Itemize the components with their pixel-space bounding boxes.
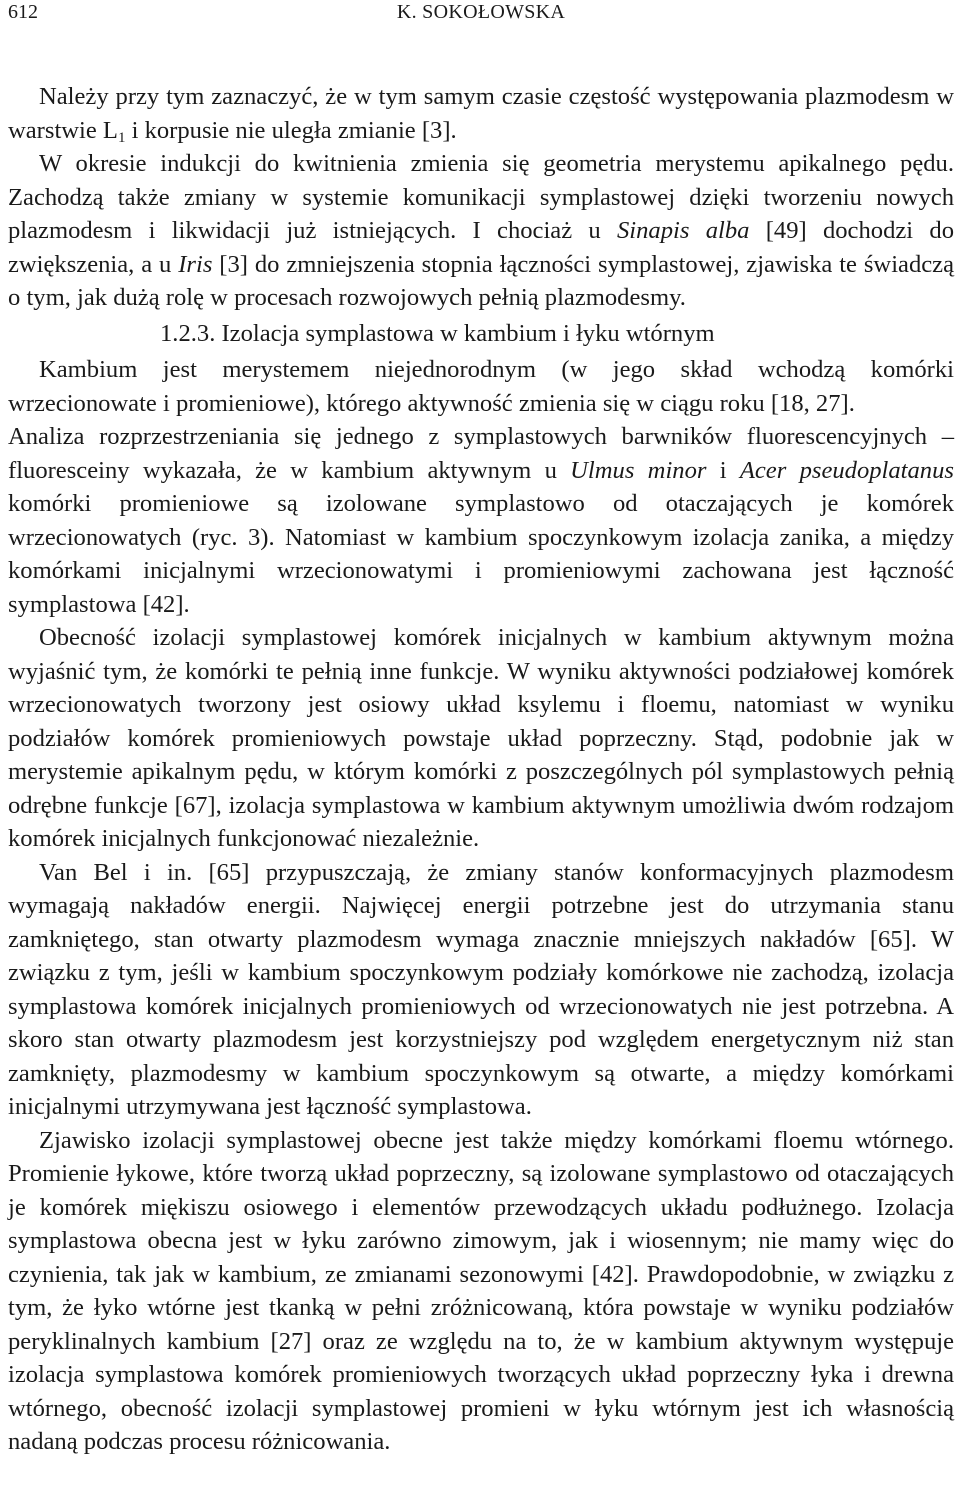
text-span: i korpusie nie uległa zmianie [3]. [125,116,457,144]
paragraph [8,147,954,315]
text-span: Analiza rozprzestrzeniania się jednego z symplastowych barwników fluorescencyjnych – fluoresceiny wykazała, że w kambium aktywnym u [8,423,954,484]
body-text [8,80,954,1459]
paragraph [8,80,954,147]
paragraph [8,420,954,621]
subscript: 1 [117,129,126,146]
text-span: i [706,456,740,484]
paragraph: Van Bel i in. [65] przypuszczają, że zmiany stanów konformacyjnych plazmodesm wymagają nakładów energii. Najwięcej energii potrzebne jest do utrzymania stanu zamkniętego, stan otwarty plazmodesm wymaga znacznie mniejszych nakładów [65]. W związku z tym, jeśli w kambium spoczynkowym podziały komórkowe nie zachodzą, izolacja symplastowa komórek inicjalnych promieniowych od wrzecionowatych nie jest potrzebna. A skoro stan otwarty plazmodesm jest korzystniejszy pod względem energetycznym niż stan zamknięty, plazmodesmy w kambium spoczynkowym są otwarte, a między komórkami inicjalnymi utrzymywana jest łączność symplastowa. [8,858,954,1120]
running-header [8,0,954,24]
text-span: Należy przy tym zaznaczyć, że w tym samym czasie częstość występowania plazmodesm w warstwie L [8,83,954,144]
text-span: W okresie indukcji do kwitnienia zmienia się geometria merystemu apikalnego pędu. Zachodzą także zmiany w systemie komunikacji symplastowej dzięki tworzeniu nowych plazmodesm i likwidacji już istniejących. I chociaż u [8,150,954,244]
running-title: K. SOKOŁOWSKA [396,1,566,23]
page-number: 612 [8,1,38,23]
text-span: [49] dochodzi do zwiększenia, a u [8,217,954,278]
paragraph: Obecność izolacji symplastowej komórek inicjalnych w kambium aktywnym można wyjaśnić tym, że komórki te pełnią inne funkcje. W wyniku aktywności podziałowej komórek wrzecionowatych tworzony jest osiowy układ ksylemu i floemu, natomiast w wyniku podziałów komórek promieniowych powstaje układ poprzeczny. Stąd, podobnie jak w merystemie apikalnym pędu, w którym komórki z poszczególnych pól symplastowych pełnią odrębne funkcje [67], izolacja symplastowa w kambium aktywnym umożliwia dwóm rodzajom komórek inicjalnych funkcjonować niezależnie. [8,624,954,852]
species-name: Ulmus minor [570,456,707,484]
text-span: komórki promieniowe są izolowane symplastowo od otaczających je komórek wrzecionowatych (ryc. 3). Natomiast w kambium spoczynkowym izolacja zanika, a między komórkami inicjalnymi wrzecionowatymi i promieniowymi zachowana jest łączność symplastowa [42]. [8,490,954,618]
section-heading: 1.2.3. Izolacja symplastowa w kambium i łyku wtórnym [160,319,715,347]
species-name: Iris [178,250,213,278]
paragraph: Zjawisko izolacji symplastowej obecne jest także między komórkami floemu wtórnego. Promienie łykowe, które tworzą układ poprzeczny, są izolowane symplastowo od otaczających je komórek miękiszu osiowego i elementów przewodzących układu podłużnego. Izolacja symplastowa obecna jest w łyku zarówno zimowym, jak i wiosennym; nie mamy więc do czynienia, tak jak w kambium, ze zmianami sezonowymi [42]. Prawdopodobnie, w związku z tym, że łyko wtórne jest tkanką w pełni zróżnicowaną, która powstaje w wyniku podziałów peryklinalnych kambium [27] oraz ze względu na to, że w kambium aktywnym występuje izolacja symplastowa komórek promieniowych tworzących układ poprzeczny łyka i drewna wtórnego, obecność izolacji symplastowej promieni w łyku wtórnym jest ich własnością nadaną podczas procesu różnicowania. [8,1126,954,1455]
paragraph: Kambium jest merystemem niejednorodnym (w jego skład wchodzą komórki wrzecionowate i promieniowe), którego aktywność zmienia się w ciągu roku [18, 27]. [8,356,954,417]
species-name: Acer pseudoplatanus [739,456,954,484]
species-name: Sinapis alba [616,217,750,244]
text-span: [3] do zmniejszenia stopnia łączności symplastowej, zjawiska te świadczą o tym, jak dużą rolę w procesach rozwojowych pełnią plazmodesmy. [8,250,954,311]
